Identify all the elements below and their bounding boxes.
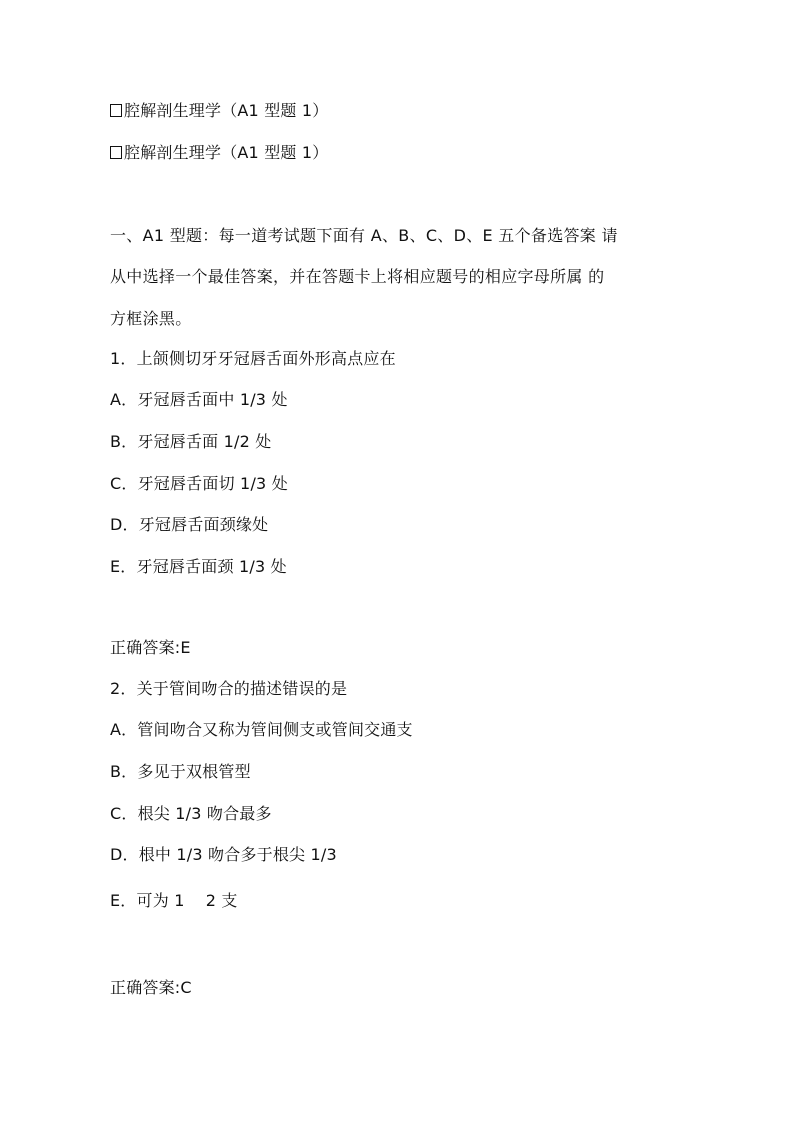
document-title-line-2: 腔解剖生理学（A1 型题 1） (110, 143, 328, 163)
question-1-answer: 正确答案:E (110, 638, 191, 657)
question-1-option-c: C．牙冠唇舌面切 1/3 处 (110, 474, 288, 493)
instructions-line-3: 方框涂黑。 (110, 309, 192, 328)
question-1-option-d: D．牙冠唇舌面颈缘处 (110, 515, 269, 534)
question-1-option-a: A．牙冠唇舌面中 1/3 处 (110, 390, 288, 409)
instructions-line-2: 从中选择一个最佳答案，并在答题卡上将相应题号的相应字母所属 的 (110, 267, 605, 286)
question-2-answer: 正确答案:C (110, 978, 192, 997)
question-2-option-a: A．管间吻合又称为管间侧支或管间交通支 (110, 720, 413, 739)
missing-glyph-box-icon (110, 104, 122, 117)
document-title-line-1: 腔解剖生理学（A1 型题 1） (110, 101, 328, 121)
question-1-stem: 1．上颌侧切牙牙冠唇舌面外形高点应在 (110, 349, 396, 368)
question-2-option-e: E．可为 1 2 支 (110, 891, 238, 910)
instructions-line-1: 一、A1 型题：每一道考试题下面有 A、B、C、D、E 五个备选答案 请 (110, 226, 618, 245)
missing-glyph-box-icon (110, 146, 122, 159)
question-2-stem: 2．关于管间吻合的描述错误的是 (110, 679, 348, 698)
question-2-option-d: D．根中 1/3 吻合多于根尖 1/3 (110, 845, 337, 864)
question-1-option-e: E．牙冠唇舌面颈 1/3 处 (110, 557, 287, 576)
question-2-option-c: C．根尖 1/3 吻合最多 (110, 804, 272, 823)
question-1-option-b: B．牙冠唇舌面 1/2 处 (110, 432, 272, 451)
question-2-option-b: B．多见于双根管型 (110, 762, 251, 781)
